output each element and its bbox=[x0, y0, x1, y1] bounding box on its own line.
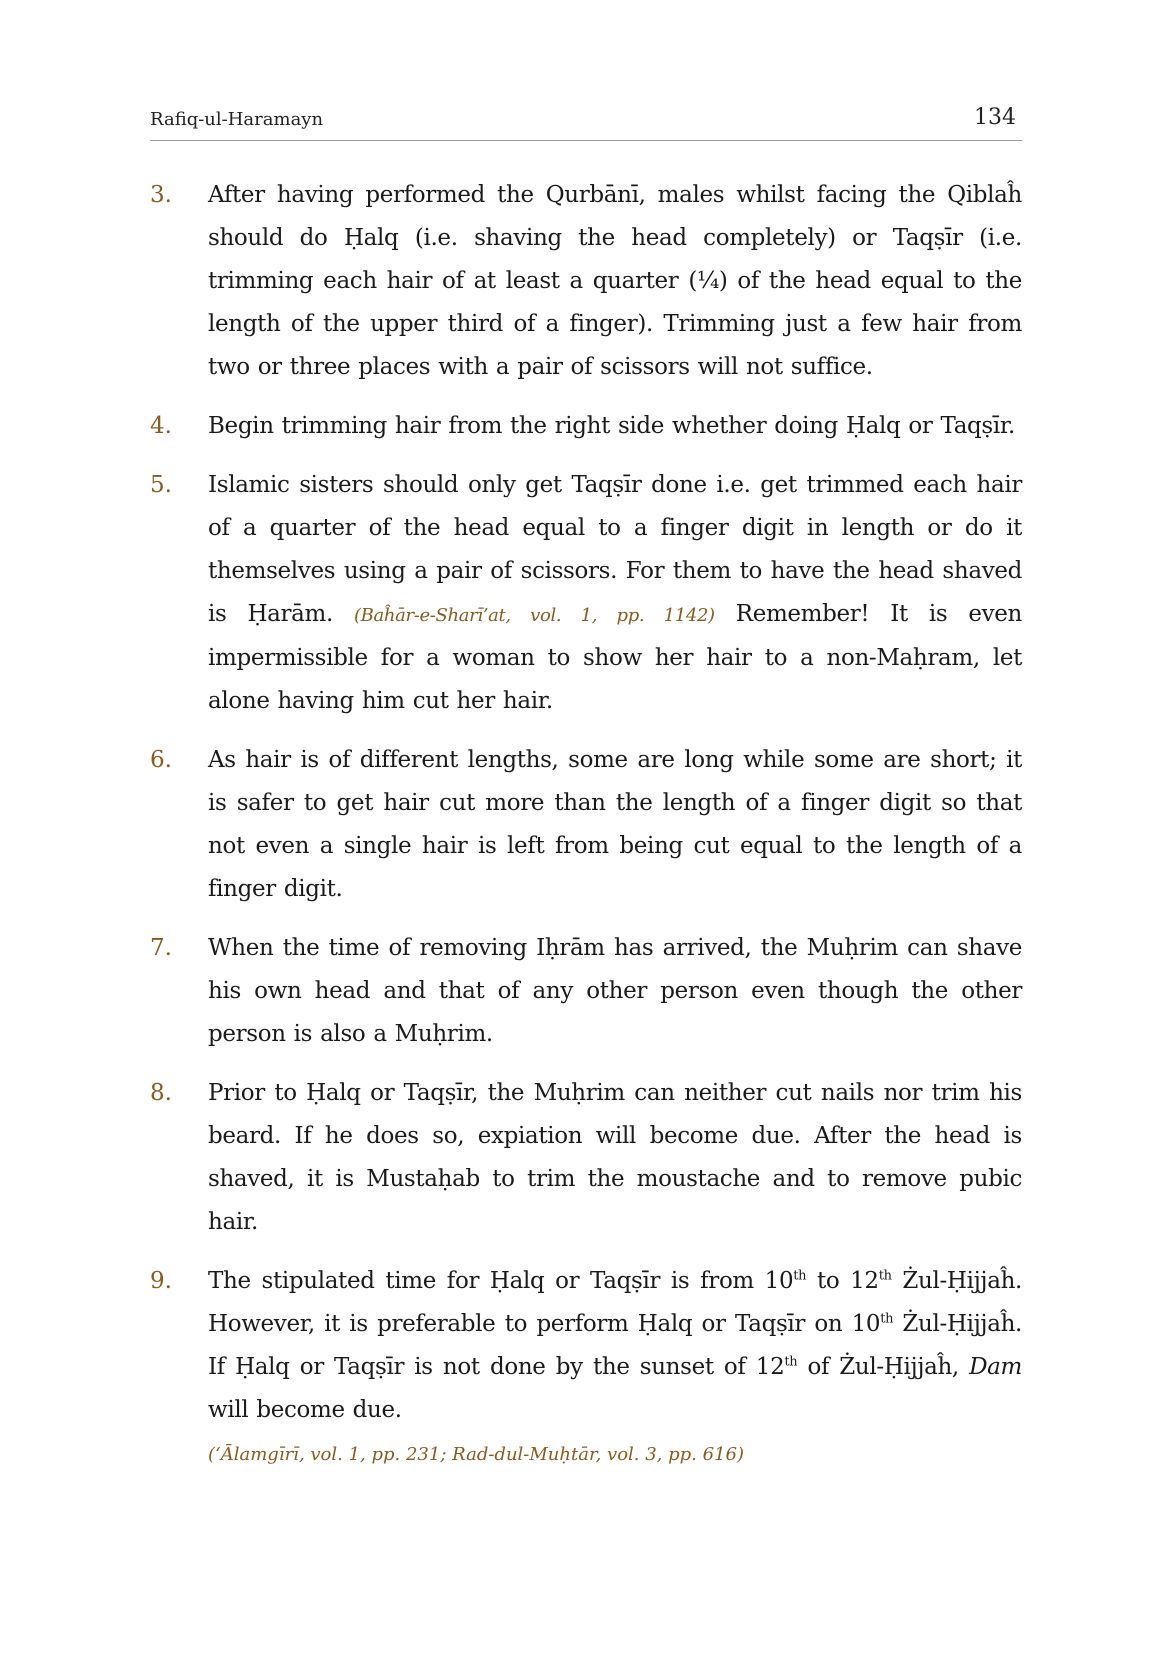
list-item bbox=[150, 739, 1022, 911]
item-text bbox=[208, 927, 1022, 1056]
item-text bbox=[208, 739, 1022, 911]
text-run: After having performed the Qurbānī, males whilst facing the Qiblaĥ should do Ḥalq (i.e. shaving the head completely) or Taqṣīr (i.e. trimming each hair of at least a quarter (¼) of the head equal to the length of the upper third of a finger). Trimming just a few hair from two or three places with a pair of scissors will not suffice. bbox=[208, 182, 1022, 380]
final-citation: (‘Ālamgīrī, vol. 1, pp. 231; Rad-dul-Muḥtār, vol. 3, pp. 616) bbox=[208, 1444, 744, 1465]
ordinal-suffix: th bbox=[880, 1311, 894, 1327]
item-number: 4. bbox=[150, 413, 172, 439]
text-run: Żul-Ḥijjaĥ. If Ḥalq or Taqṣīr is not done by the sunset of 12 bbox=[208, 1311, 1023, 1380]
item-text bbox=[208, 464, 1022, 723]
item-text bbox=[208, 174, 1022, 389]
item-number: 5. bbox=[150, 472, 172, 498]
list-item bbox=[150, 1260, 1022, 1432]
ordinal-suffix: th bbox=[784, 1354, 798, 1370]
item-text bbox=[208, 1260, 1022, 1432]
item-text bbox=[208, 405, 1022, 448]
item-number: 6. bbox=[150, 747, 172, 773]
text-run: Islamic sisters should only get Taqṣīr done i.e. get trimmed each hair of a quarter of the head equal to a finger digit in length or do it themselves using a pair of scissors. For them to have the head shaved is Ḥarām. bbox=[208, 472, 1022, 627]
list-item bbox=[150, 405, 1022, 448]
text-run: Begin trimming hair from the right side whether doing Ḥalq or Taqṣīr. bbox=[208, 413, 1015, 439]
list-item bbox=[150, 927, 1022, 1056]
text-run: Prior to Ḥalq or Taqṣīr, the Muḥrim can neither cut nails nor trim his beard. If he does so, expiation will become due. After the head is shaved, it is Mustaḥab to trim the moustache and to remove pubic hair. bbox=[208, 1080, 1022, 1235]
ordinal-suffix: th bbox=[793, 1268, 807, 1284]
text-run: to 12 bbox=[806, 1268, 879, 1294]
text-run: Remember! It is even impermissible for a woman to show her hair to a non-Maḥram, let alone having him cut her hair. bbox=[208, 601, 1022, 714]
item-number: 3. bbox=[150, 182, 172, 208]
page-header bbox=[150, 96, 1022, 141]
text-run: The stipulated time for Ḥalq or Taqṣīr is from 10 bbox=[208, 1268, 794, 1294]
ordinal-suffix: th bbox=[878, 1268, 892, 1284]
item-number: 7. bbox=[150, 935, 172, 961]
item-number: 9. bbox=[150, 1268, 172, 1294]
list-item bbox=[150, 464, 1022, 723]
text-run: Żul-Ḥijjaĥ. However, it is preferable to perform Ḥalq or Taqṣīr on 10 bbox=[208, 1268, 1022, 1337]
list-item bbox=[150, 1072, 1022, 1244]
item-text bbox=[208, 1072, 1022, 1244]
inline-citation: (Baĥār-e-Sharī’at, vol. 1, pp. 1142) bbox=[353, 605, 715, 626]
text-run: As hair is of different lengths, some are long while some are short; it is safer to get hair cut more than the length of a finger digit so that not even a single hair is left from being cut equal to the length of a finger digit. bbox=[208, 747, 1022, 902]
list-item bbox=[150, 174, 1022, 389]
numbered-list bbox=[150, 174, 1022, 1432]
emphasis-term: Dam bbox=[969, 1354, 1022, 1380]
page-number: 134 bbox=[974, 105, 1016, 130]
page-body bbox=[150, 174, 1022, 1465]
text-run: will become due. bbox=[208, 1397, 402, 1423]
text-run: of Żul-Ḥijjaĥ, bbox=[797, 1354, 970, 1380]
item-number: 8. bbox=[150, 1080, 172, 1106]
running-title: Rafiq-ul-Haramayn bbox=[150, 109, 324, 130]
text-run: When the time of removing Iḥrām has arrived, the Muḥrim can shave his own head and that of any other person even though the other person is also a Muḥrim. bbox=[208, 935, 1022, 1047]
